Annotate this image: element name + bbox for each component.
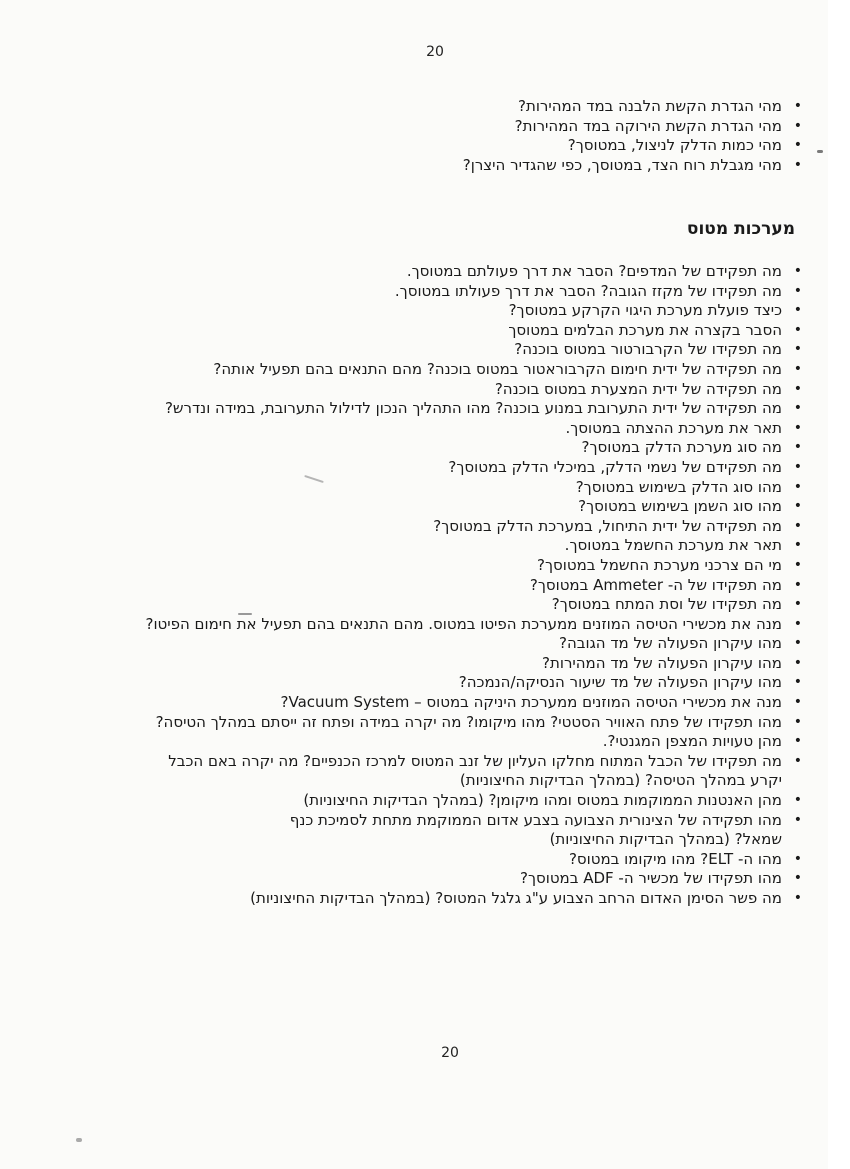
list-item: • מהן האנטנות הממוקמות במטוס ומהו מיקומן? (במהלך הבדיקות החיצוניות) xyxy=(144,791,804,811)
scan-speck xyxy=(76,1138,82,1142)
list-item: • מהו סוג השמן בשימוש במטוסך? xyxy=(144,497,804,517)
list-item: • תאר את מערכת החשמל במטוסך. xyxy=(144,536,804,556)
list-item: • מה תפקידה של ידית התיחול, במערכת הדלק במטוסך? xyxy=(144,517,804,537)
list-item: • תאר את מערכת ההצתה במטוסך. xyxy=(144,419,804,439)
list-item: • מהו עיקרון הפעולה של מד הגובה? xyxy=(144,634,804,654)
list-item: • הסבר בקצרה את מערכת הבלמים במטוסך xyxy=(144,321,804,341)
list-item: • מהו תפקידו של מכשיר ה- ADF במטוסך? xyxy=(144,869,804,889)
scan-speck xyxy=(817,150,823,153)
list-item: • מה תפקידו של ה- Ammeter במטוסך? xyxy=(144,576,804,596)
list-item: • מהו תפקידה של הצינורית הצבועה בצבע אדום הממוקמת מתחת לסמיכת כנף שמאל? (במהלך הבדיקות החיצוניות) xyxy=(262,811,804,850)
list-item: • מה תפקידו של וסת המתח במטוסך? xyxy=(144,595,804,615)
page-edge xyxy=(828,0,850,1169)
list-item: • מה תפקידה של ידית התערובת במנוע בוכנה? מהו התהליך הנכון לדילול התערובת, במידה ונדרש? xyxy=(144,399,804,419)
page-number-bottom: 20 xyxy=(441,1045,459,1061)
scan-speck xyxy=(238,613,252,615)
top-question-list xyxy=(404,97,804,175)
list-item: • מנה את מכשירי הטיסה המוזנים ממערכת הפיטו במטוס. מהם התנאים בהם תפעיל את חימום הפיטו? xyxy=(144,615,804,635)
list-item: • כיצד פועלת מערכת היגוי הקרקע במטוסך? xyxy=(144,301,804,321)
list-item: • מהי כמות הדלק לניצול, במטוסך? xyxy=(404,136,804,156)
list-item: • מהי מגבלת רוח הצד, במטוסך, כפי שהגדיר היצרן? xyxy=(404,156,804,176)
list-item: • מהי הגדרת הקשת הירוקה במד המהירות? xyxy=(404,117,804,137)
list-item: • מה תפקידו של הכבל המתוח מחלקו העליון של זנב המטוס למרכז הכנפיים? מה יקרה באם הכבל יקרע במהלך הטיסה? (במהלך הבדיקות החיצוניות) xyxy=(144,752,804,791)
list-item: • מי הם צרכני מערכת החשמל במטוסך? xyxy=(144,556,804,576)
list-item: • מהי הגדרת הקשת הלבנה במד המהירות? xyxy=(404,97,804,117)
list-item: • מה תפקידו של מקזז הגובה? הסבר את דרך פעולתו במטוסך. xyxy=(144,282,804,302)
list-item: • מהו תפקידו של פתח האוויר הסטטי? מהו מיקומו? מה יקרה במידה ופתח זה ייסתם במהלך הטיסה? xyxy=(144,713,804,733)
list-item: • מה פשר הסימן האדום הרחב הצבוע ע"ג גלגל המטוס? (במהלך הבדיקות החיצוניות) xyxy=(144,889,804,909)
list-item: • מה תפקידם של נשמי הדלק, במיכלי הדלק במטוסך? xyxy=(144,458,804,478)
list-item: • מה תפקידו של הקרבורטור במטוס בוכנה? xyxy=(144,340,804,360)
list-item: • מהן טעויות המצפן המגנטי?. xyxy=(144,732,804,752)
list-item: • מנה את מכשירי הטיסה המוזנים ממערכת היניקה במטוס – Vacuum System? xyxy=(144,693,804,713)
section-heading: מערכות מטוס xyxy=(686,219,795,239)
list-item: • מהו עיקרון הפעולה של מד שיעור הנסיקה/הנמכה? xyxy=(144,673,804,693)
list-item: • מה תפקידם של המדפים? הסבר את דרך פעולתם במטוסך. xyxy=(144,262,804,282)
list-item: • מהו סוג הדלק בשימוש במטוסך? xyxy=(144,478,804,498)
page-number-top: 20 xyxy=(426,44,444,60)
list-item: • מה תפקידה של ידית חימום הקרבוראטור במטוס בוכנה? מהם התנאים בהם תפעיל אותה? xyxy=(144,360,804,380)
list-item: • מה תפקידה של ידית המצערת במטוס בוכנה? xyxy=(144,380,804,400)
aircraft-systems-question-list xyxy=(144,262,804,909)
list-item: • מהו ה- ELT? מהו מיקומו במטוס? xyxy=(144,850,804,870)
list-item: • מהו עיקרון הפעולה של מד המהירות? xyxy=(144,654,804,674)
list-item: • מה סוג מערכת הדלק במטוסך? xyxy=(144,438,804,458)
